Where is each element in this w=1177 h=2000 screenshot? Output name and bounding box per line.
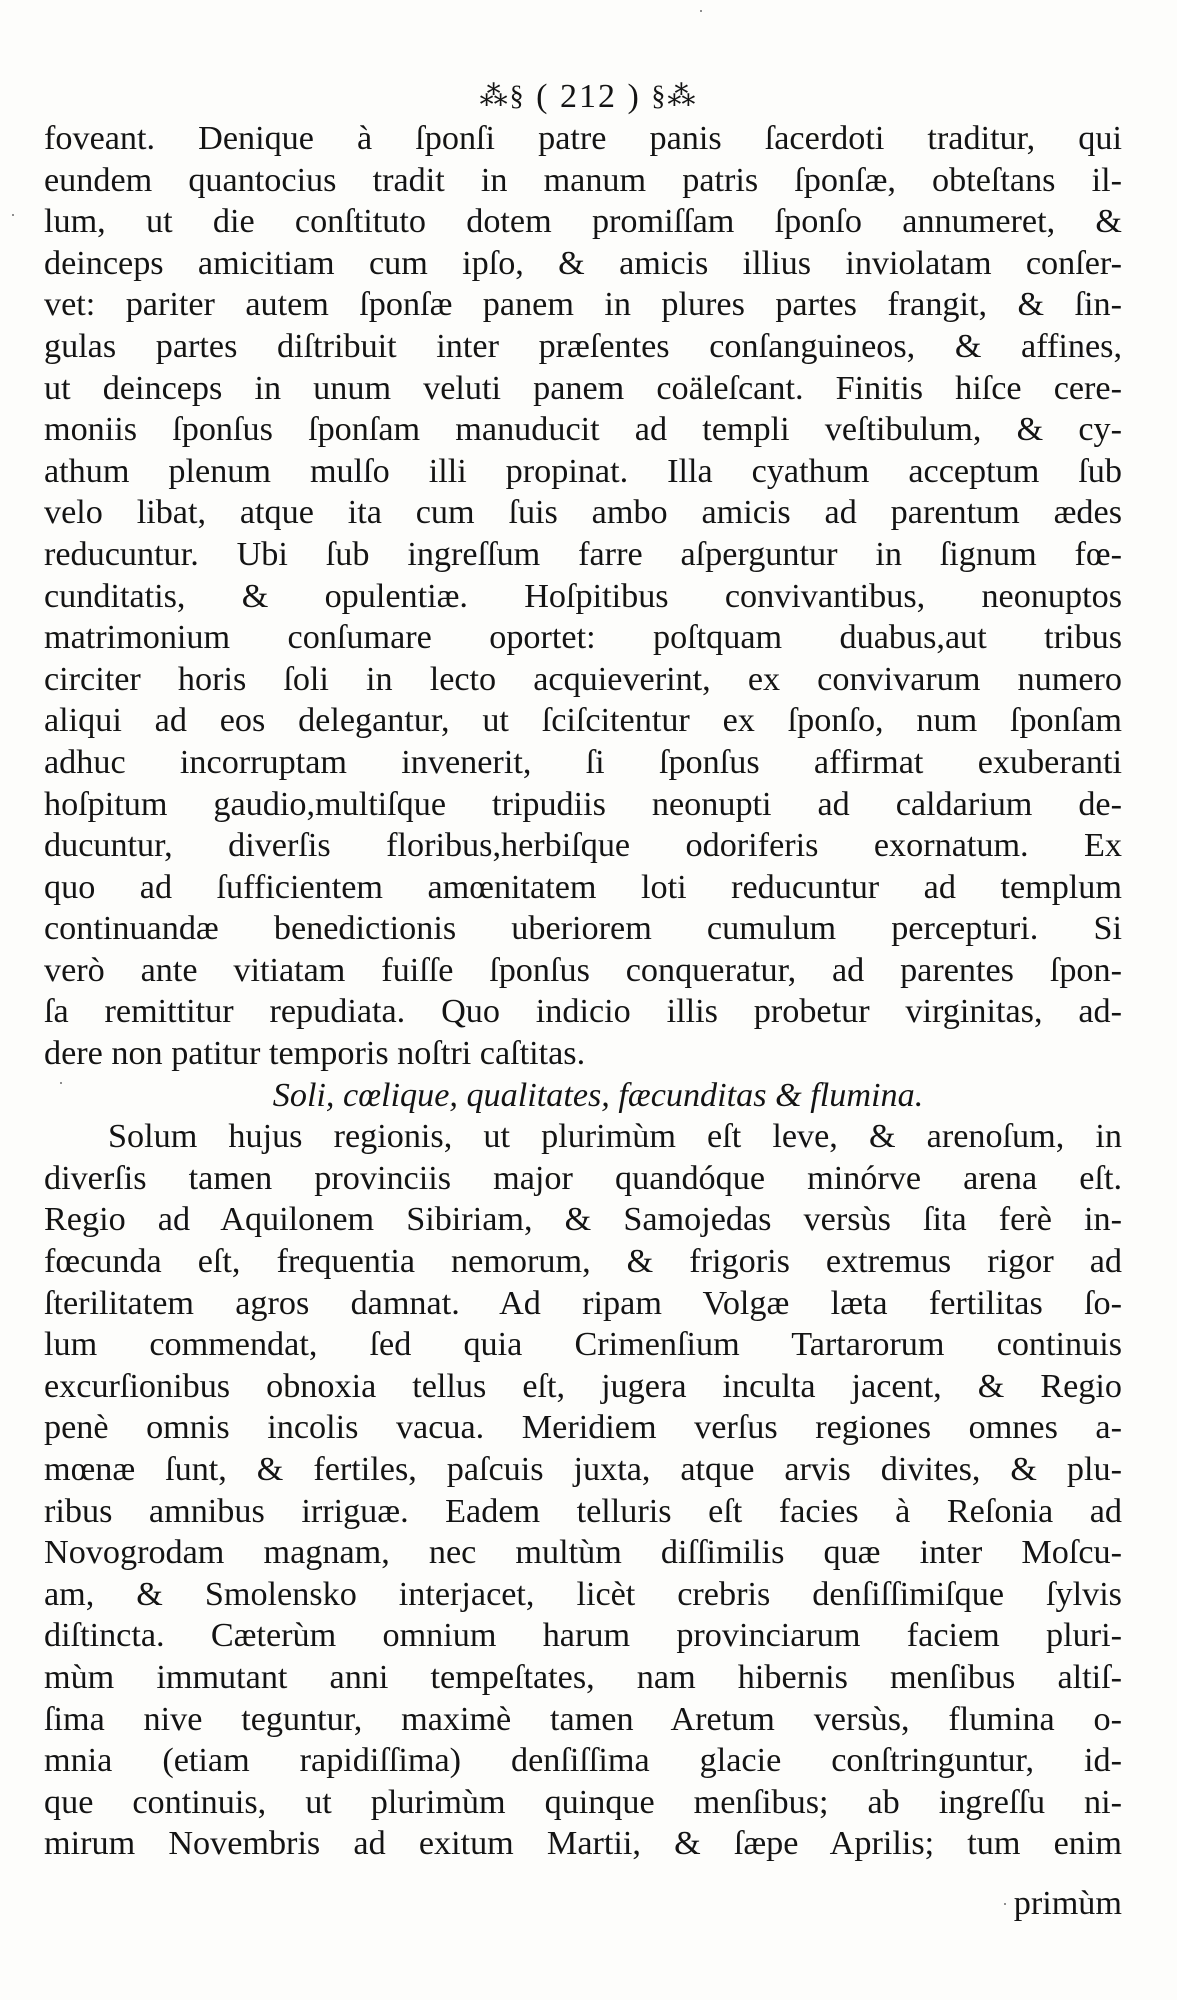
text-line: athum plenum mulſo illi propinat. Illa cyathum acceptum ſub <box>44 452 1122 490</box>
text-line: eundem quantocius tradit in manum patris ſponſæ, obteſtans il- <box>44 161 1122 199</box>
text-line: fœcunda eſt, frequentia nemorum, & frigoris extremus rigor ad <box>44 1243 1122 1281</box>
paper-speck <box>1004 1903 1006 1905</box>
right-ornament: §⁂ <box>651 81 698 112</box>
text-line: mnia (etiam rapidiſſima) denſiſſima glacie conſtringuntur, id- <box>44 1742 1122 1780</box>
catchword: primùm <box>1013 1885 1122 1922</box>
paper-speck <box>60 1082 62 1084</box>
text-line: ribus amnibus irriguæ. Eadem telluris eſt facies à Reſonia ad <box>44 1492 1122 1530</box>
text-line: aliqui ad eos delegantur, ut ſciſcitentur ex ſponſo, num ſponſam <box>44 702 1122 740</box>
text-line: que continuis, ut plurimùm quinque menſibus; ab ingreſſu ni- <box>44 1783 1122 1821</box>
body-text <box>44 118 1122 1865</box>
text-line: verò ante vitiatam fuiſſe ſponſus conqueratur, ad parentes ſpon- <box>44 951 1122 989</box>
paper-speck <box>700 10 702 12</box>
text-line: ut deinceps in unum veluti panem coäleſcant. Finitis hiſce cere- <box>44 369 1122 407</box>
text-line: excurſionibus obnoxia tellus eſt, jugera inculta jacent, & Regio <box>44 1367 1122 1405</box>
text-line: diverſis tamen provinciis major quandóque minórve arena eſt. <box>44 1159 1122 1197</box>
paper-speck <box>12 214 14 216</box>
text-line: cunditatis, & opulentiæ. Hoſpitibus convivantibus, neonuptos <box>44 577 1122 615</box>
text-line: deinceps amicitiam cum ipſo, & amicis illius inviolatam conſer- <box>44 244 1122 282</box>
left-ornament: ⁂§ <box>479 81 526 112</box>
text-line: ſterilitatem agros damnat. Ad ripam Volgæ læta fertilitas ſo- <box>44 1284 1122 1322</box>
text-line: ducuntur, diverſis floribus,herbiſque odoriferis exornatum. Ex <box>44 827 1122 865</box>
text-line: mirum Novembris ad exitum Martii, & ſæpe Aprilis; tum enim <box>44 1825 1122 1863</box>
text-line: am, & Smolensko interjacet, licèt crebris denſiſſimiſque ſylvis <box>44 1575 1122 1613</box>
text-line: vet: pariter autem ſponſæ panem in plures partes frangit, & ſin- <box>44 286 1122 324</box>
text-line: Novogrodam magnam, nec multùm diſſimilis quæ inter Moſcu- <box>44 1534 1122 1572</box>
text-line: mùm immutant anni tempeſtates, nam hibernis menſibus altiſ- <box>44 1658 1122 1696</box>
text-line: ſa remittitur repudiata. Quo indicio illis probetur virginitas, ad- <box>44 993 1122 1031</box>
text-line: diſtincta. Cæterùm omnium harum provinciarum faciem pluri- <box>44 1617 1122 1655</box>
text-line: lum, ut die conſtituto dotem promiſſam ſponſo annumeret, & <box>44 203 1122 241</box>
text-line: hoſpitum gaudio,multiſque tripudiis neonupti ad caldarium de- <box>44 785 1122 823</box>
text-line: moniis ſponſus ſponſam manuducit ad templi veſtibulum, & cy- <box>44 411 1122 449</box>
text-line: foveant. Denique à ſponſi patre panis ſacerdoti traditur, qui <box>44 120 1122 157</box>
page-number: ( 212 ) <box>536 78 641 115</box>
text-line: circiter horis ſoli in lecto acquieverint, ex convivarum numero <box>44 660 1122 698</box>
text-line: lum commendat, ſed quia Crimenſium Tartarorum continuis <box>44 1326 1122 1364</box>
text-line: continuandæ benedictionis uberiorem cumulum percepturi. Si <box>44 910 1122 948</box>
text-line: reducuntur. Ubi ſub ingreſſum farre aſperguntur in ſignum fœ- <box>44 535 1122 573</box>
text-line: dere non patitur temporis noſtri caſtitas. <box>44 1035 586 1073</box>
text-line: quo ad ſufficientem amœnitatem loti reducuntur ad templum <box>44 868 1122 906</box>
text-line: penè omnis incolis vacua. Meridiem verſus regiones omnes a- <box>44 1409 1122 1447</box>
text-line: Regio ad Aquilonem Sibiriam, & Samojedas versùs ſita ferè in- <box>44 1201 1122 1239</box>
text-line: mœnæ ſunt, & fertiles, paſcuis juxta, atque arvis divites, & plu- <box>44 1451 1122 1488</box>
page-header <box>0 78 1177 116</box>
text-line: gulas partes diſtribuit inter præſentes conſanguineos, & affines, <box>44 327 1122 365</box>
text-line: adhuc incorruptam invenerit, ſi ſponſus affirmat exuberanti <box>44 743 1122 781</box>
text-line: velo libat, atque ita cum ſuis ambo amicis ad parentum ædes <box>44 494 1122 532</box>
section-heading: Soli, cœlique, qualitates, fæcunditas & flumina. <box>272 1076 924 1114</box>
text-line: ſima nive teguntur, maximè tamen Aretum versùs, flumina o- <box>44 1700 1122 1738</box>
text-line: Solum hujus regionis, ut plurimùm eſt leve, & arenoſum, in <box>108 1118 1122 1156</box>
text-line: matrimonium conſumare oportet: poſtquam duabus,aut tribus <box>44 619 1122 657</box>
